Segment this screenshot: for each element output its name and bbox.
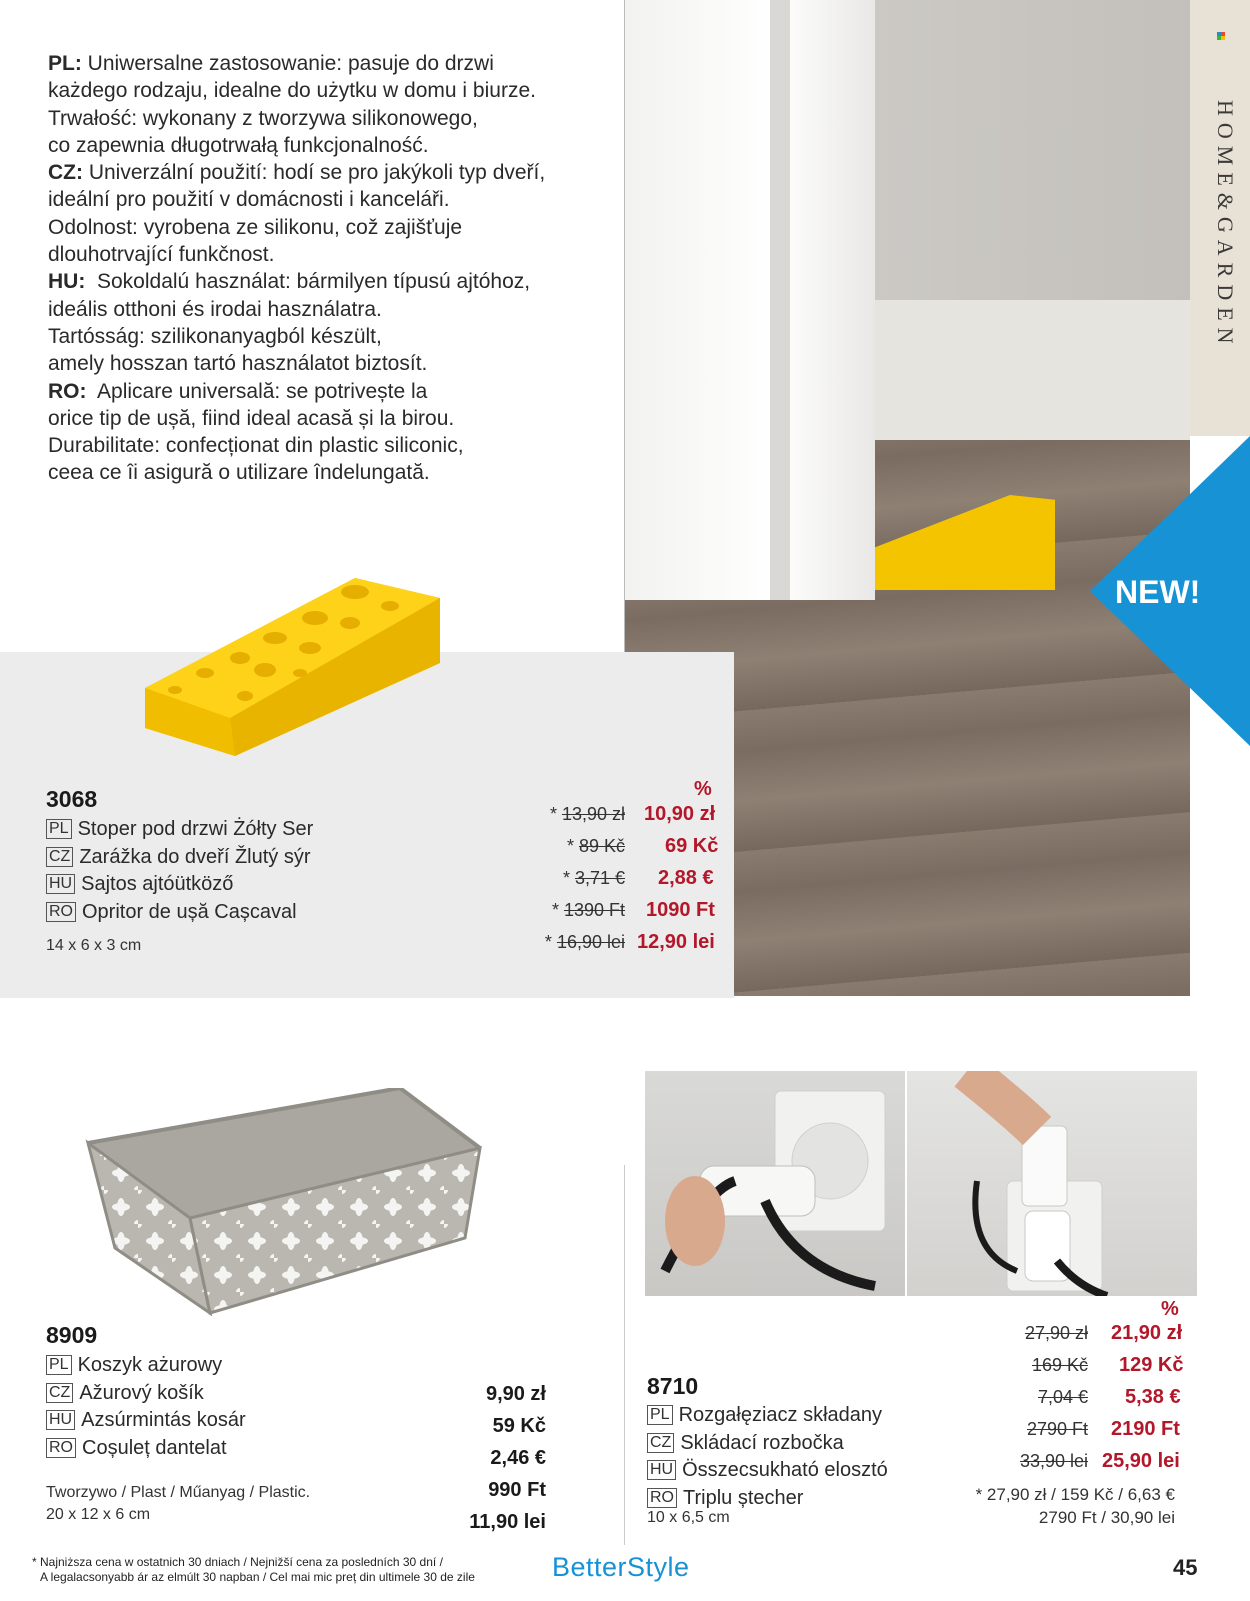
product-name-row: RO Coșuleț dantelat <box>46 1435 246 1463</box>
intro-language-label: PL: <box>48 52 82 75</box>
new-prices-3068: 10,90 zł 69 Kč 2,88 € 1090 Ft 12,90 lei <box>637 803 719 953</box>
intro-description <box>48 50 608 487</box>
product-dimensions: 10 x 6,5 cm <box>647 1509 730 1526</box>
old-prices-8710: 27,90 zł 169 Kč 7,04 € 2790 Ft 33,90 lei <box>1019 1323 1088 1471</box>
splitter-photo-2 <box>907 1071 1197 1296</box>
product-code: 3068 <box>46 786 98 812</box>
intro-line: HU: Sokoldalú használat: bármilyen típusú ajtóhoz, <box>48 270 531 294</box>
category-label: HOME&GARDEN <box>1213 100 1238 351</box>
intro-line: Trwałość: wykonany z tworzywa silikonowego, <box>48 106 478 130</box>
footer-note: * Najniższa cena w ostatnich 30 dniach / Nejnižší cena za posledních 30 dní / A legalacsonyabb ár az elmúlt 30 napban / Cel mai mic preț din ultimele 30 de zile <box>32 1555 475 1584</box>
product-code: 8909 <box>46 1322 98 1348</box>
intro-line: dlouhotrvající funkčnost. <box>48 243 275 267</box>
lace-basket-image <box>70 1088 490 1318</box>
product-names-3068 <box>46 816 313 926</box>
prices-8909: 9,90 zł 59 Kč 2,46 € 990 Ft 11,90 lei <box>469 1383 546 1533</box>
product-name-row: PL Stoper pod drzwi Żółty Ser <box>46 816 313 844</box>
discount-mark: % <box>694 778 712 800</box>
discount-mark: % <box>1161 1298 1179 1320</box>
product-name-row: HU Sajtos ajtóütköző <box>46 871 313 899</box>
product-code: 8710 <box>647 1373 699 1399</box>
product-name-row: HU Azsúrmintás kosár <box>46 1407 246 1435</box>
intro-line: RO: Aplicare universală: se potrivește la <box>48 379 428 403</box>
product-dimensions: 20 x 12 x 6 cm <box>46 1506 151 1523</box>
divider-line <box>624 1165 625 1545</box>
intro-language-label: CZ: <box>48 161 83 185</box>
product-name-row: CZ Ažurový košík <box>46 1380 246 1408</box>
intro-line: ideális otthoni és irodai használatra. <box>48 297 382 321</box>
product-name-row: CZ Skládací rozbočka <box>647 1430 888 1458</box>
product-name-row: RO Triplu ștecher <box>647 1485 888 1513</box>
page-number: 45 <box>1173 1555 1198 1580</box>
intro-language-label: HU: <box>48 270 86 294</box>
intro-line: ceea ce îi asigură o utilizare îndelungată. <box>48 461 430 485</box>
new-badge-label: NEW! <box>1115 574 1201 610</box>
intro-language-label: RO: <box>48 379 87 403</box>
new-prices-8710: 21,90 zł 129 Kč 5,38 € 2190 Ft 25,90 lei <box>1102 1322 1184 1472</box>
old-prices-3068: * 13,90 zł * 89 Kč * 3,71 € * 1390 Ft * 16,90 lei <box>544 804 625 952</box>
intro-line: co zapewnia długotrwałą funkcjonalność. <box>48 133 429 157</box>
intro-line: PL: Uniwersalne zastosowanie: pasuje do drzwi <box>48 52 494 75</box>
product-name-row: CZ Zarážka do dveří Žlutý sýr <box>46 844 313 872</box>
intro-line: ideální pro použití v domácnosti i kanceláři. <box>48 188 450 212</box>
brand-mini-icon <box>1217 32 1225 40</box>
charger-icon <box>907 1071 1197 1296</box>
cheese-stopper-image <box>145 578 450 758</box>
lowest-price-8710: * 27,90 zł / 159 Kč / 6,63 € <box>975 1485 1175 1504</box>
product-name-row: HU Összecsukható elosztó <box>647 1457 888 1485</box>
product-names-8909 <box>46 1352 246 1462</box>
intro-line: orice tip de ușă, fiind ideal acasă și la birou. <box>48 406 455 430</box>
product-name-row: RO Opritor de ușă Cașcaval <box>46 899 313 927</box>
product-dimensions: 14 x 6 x 3 cm <box>46 937 142 954</box>
intro-line: każdego rodzaju, idealne do użytku w domu i biurze. <box>48 79 536 103</box>
product-name-row: PL Rozgałęziacz składany <box>647 1402 888 1430</box>
product-names-8710 <box>647 1402 888 1512</box>
plug-icon <box>645 1071 905 1296</box>
product-material: Tworzywo / Plast / Műanyag / Plastic. <box>46 1484 311 1501</box>
intro-line: Durabilitate: confecționat din plastic siliconic, <box>48 434 464 458</box>
intro-line: CZ: Univerzální použití: hodí se pro jakýkoli typ dveří, <box>48 161 546 185</box>
intro-line: Tartósság: szilikonanyagból készült, <box>48 324 382 348</box>
brand-logo: BetterStyle <box>552 1552 690 1582</box>
product-name-row: PL Koszyk ażurowy <box>46 1352 246 1380</box>
intro-line: amely hosszan tartó használatot biztosít. <box>48 352 428 376</box>
splitter-photo-1 <box>645 1071 905 1296</box>
intro-line: Odolnost: vyrobena ze silikonu, což zajišťuje <box>48 215 463 239</box>
lowest-price-8710-line2: 2790 Ft / 30,90 lei <box>1038 1508 1175 1527</box>
